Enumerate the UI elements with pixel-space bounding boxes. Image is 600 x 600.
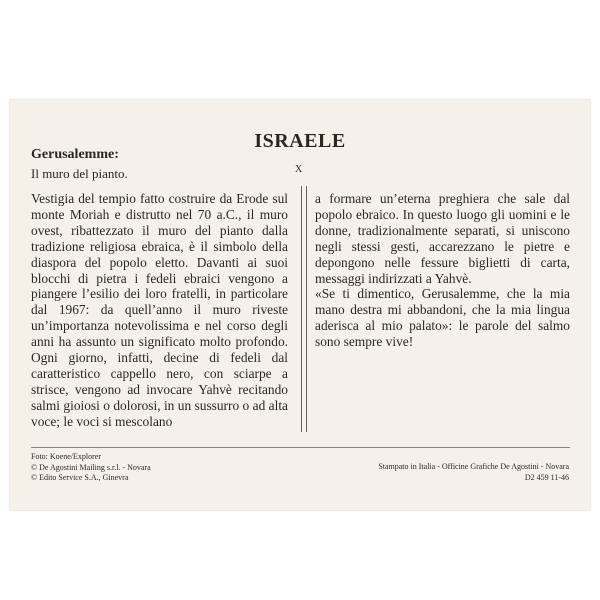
body-paragraph-right-1: a formare un’eterna preghiera che sale dal popolo ebraico. In questo luogo gli uomini e le donne, tradizionalmente separati, si uniscono negli stessi gesti, accarezzano le pietre e depongono nelle fessure biglietti di carta, messaggi indirizzati a Yahvè. (315, 191, 570, 286)
title-mark: X (295, 164, 303, 175)
location-subheading: Il muro del pianto. (31, 166, 128, 181)
photo-credit: Foto: Koene/Explorer (31, 452, 101, 461)
column-divider-right (306, 186, 307, 432)
body-column-left (31, 191, 288, 430)
body-paragraph-left: Vestigia del tempio fatto costruire da Erode sul monte Moriah e distrutto nel 70 a.C., il muro ovest, ribattezzato il muro del pianto dalla tradizione religiosa ebraica, è il simbolo della diaspora del popolo eletto. Davanti ai suoi blocchi di pietra i fedeli ebraici vengono a piangere l’esilio dei loro fratelli, in particolare dal 1967: da quell’anno il muro riveste un’importanza notevolissima e nel corso degli anni ha assunto un significato molto profondo. Ogni giorno, infatti, decine di fedeli dal caratteristico cappello nero, con sciarpe a strisce, vengono ad invocare Yahvè recitando salmi gioiosi o dolorosi, in un sussurro o ad alta voce; le voci si mescolano (31, 191, 288, 429)
body-paragraph-right-2: «Se ti dimentico, Gerusalemme, che la mia mano destra mi abbandoni, che la mia lingua aderisca al mio palato»: le parole del salmo sono sempre vive! (315, 286, 570, 350)
product-code: D2 459 11-46 (524, 472, 569, 482)
copyright-line-1: © De Agostini Mailing s.r.l. - Novara (31, 462, 151, 472)
copyright-line-2: © Edito Service S.A., Ginevra (31, 473, 129, 482)
location-heading: Gerusalemme: (31, 147, 119, 162)
card-title: ISRAELE (254, 130, 346, 152)
printed-in: Stampato in Italia - Officine Grafiche De Agostini - Novara (378, 462, 569, 471)
printing-block (378, 462, 569, 483)
body-column-right (315, 191, 570, 350)
footer-rule (31, 447, 570, 448)
column-divider-left (301, 186, 302, 432)
credits-block (31, 452, 151, 484)
